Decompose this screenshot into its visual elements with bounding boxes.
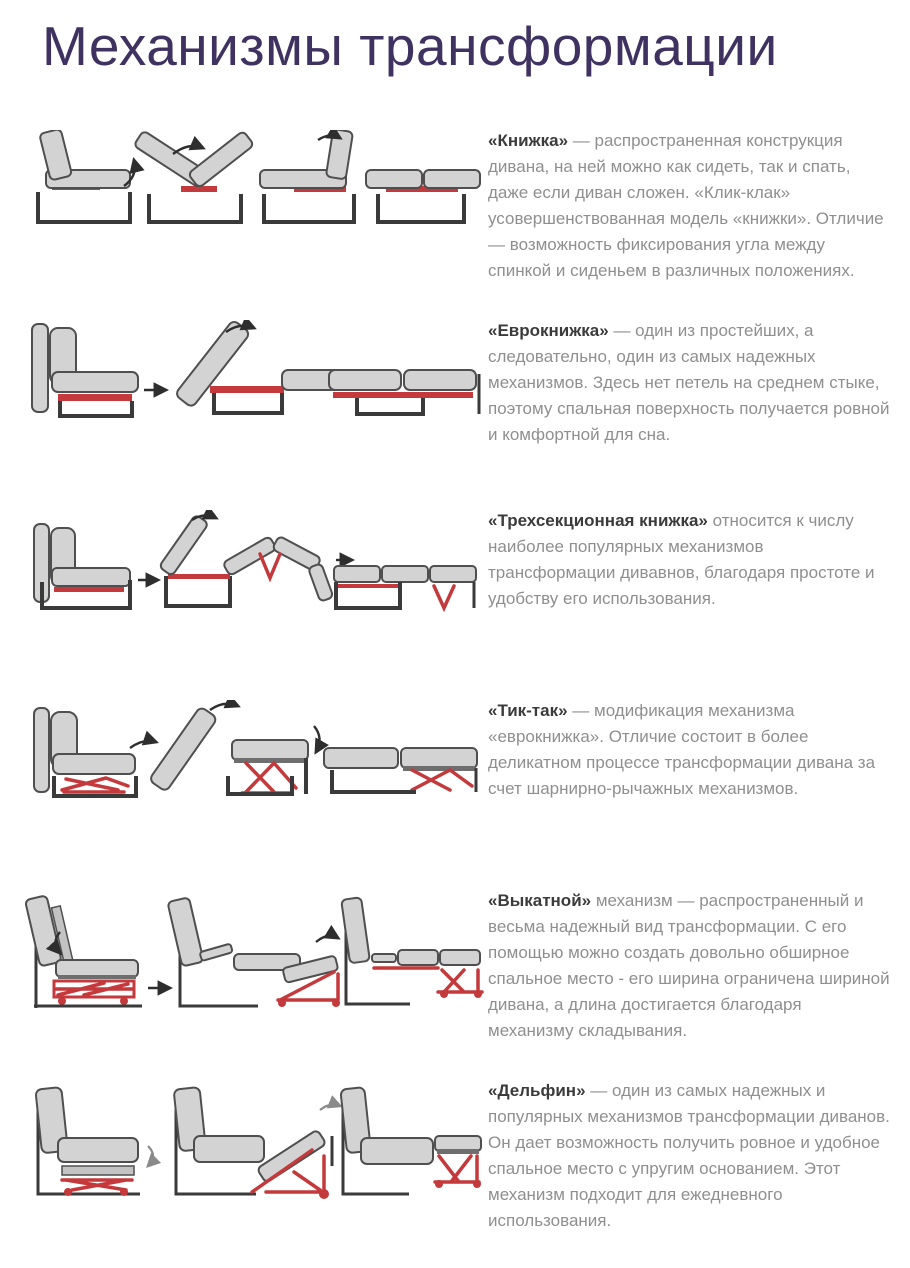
stage-sofa-assembled [25, 895, 170, 1008]
stage-bed-flat [366, 170, 480, 222]
evroknizhka-description [488, 318, 890, 448]
stage-sofa-assembled [32, 324, 166, 416]
stage-bed-extended [341, 897, 482, 1004]
vykatnoy-diagram [24, 888, 484, 1018]
mechanism-heading: «Трехсекционная книжка» [488, 510, 708, 530]
mechanism-heading: «Тик-так» [488, 700, 568, 720]
stage-backrest-folded-v [134, 130, 255, 222]
roll-out-stages-illustration [24, 890, 484, 1018]
sofa-eurobook-stages-illustration [24, 320, 484, 420]
mechanism-body: механизм — распространенный и весьма надежный вид трансформации. С его помощью можно создать довольно обширное спальное место - его ширина ограничена шириной дивана, а длина достигается благодаря механизму складывания. [488, 890, 890, 1040]
vykatnoy-description [488, 888, 890, 1044]
evroknizhka-diagram [24, 318, 484, 420]
stage-bed-flat-three-sections [334, 566, 476, 608]
stage-sofa-assembled [34, 524, 158, 608]
mechanism-section-delfin [0, 1078, 910, 1268]
mechanism-section-tiktak [0, 698, 910, 888]
stage-hidden-section-pulled-up [174, 1087, 340, 1199]
delfin-diagram [24, 1078, 484, 1210]
tick-tock-stages-illustration [24, 700, 484, 808]
stage-bed-flat [340, 1087, 481, 1194]
stage-sofa-assembled [34, 708, 156, 796]
stage-sections-unfolding-tent [159, 514, 352, 606]
stage-backrest-lowering [260, 130, 354, 222]
dolphin-stages-illustration [24, 1080, 484, 1210]
mechanism-heading: «Книжка» [488, 130, 569, 150]
mechanism-heading: «Дельфин» [488, 1080, 586, 1100]
delfin-description [488, 1078, 890, 1234]
trehsekcionnaya-diagram [24, 508, 484, 622]
stage-section-rolling-out [167, 897, 340, 1007]
page-title: Механизмы трансформации [42, 15, 778, 77]
mechanism-section-knizhka [0, 128, 910, 318]
mechanism-heading: «Еврокнижка» [488, 320, 609, 340]
trehsekcionnaya-description [488, 508, 890, 612]
mechanism-section-vykatnoy [0, 888, 910, 1078]
mechanism-body: — один из простейших, а следовательно, один из самых надежных механизмов. Здесь нет петель на среднем стыке, поэтому спальная поверхность получается ровной и комфортной для сна. [488, 320, 890, 444]
stage-sofa-upright [38, 130, 135, 222]
stage-bed-flat [324, 748, 477, 792]
sofa-book-stages-illustration [24, 130, 484, 230]
mechanism-body: относится к числу наиболее популярных механизмов трансформации дивавнов, благодаря простоте и удобству его использования. [488, 510, 875, 608]
mechanism-section-evroknizhka [0, 318, 910, 508]
infographic-page [0, 16, 910, 1237]
mechanism-body: — один из самых надежных и популярных механизмов трансформации диванов. Он дает возможность получить ровное и удобное спальное место с упругим основанием. Этот механизм подходит для ежедневного использования. [488, 1080, 890, 1230]
stage-bed-flat [329, 370, 479, 414]
mechanism-body: — распространенная конструкция дивана, на ней можно как сидеть, так и спать, даже если диван сложен. «Клик-клак» усовершенствованная модель «книжки». Отличие — возможность фиксирования угла между спинкой и сиденьем в различных положениях. [488, 130, 884, 280]
knizhka-description [488, 128, 890, 284]
stage-sofa-assembled [35, 1087, 153, 1196]
mechanism-section-trehsekcionnaya [0, 508, 910, 698]
three-section-book-stages-illustration [24, 510, 484, 622]
stage-seat-lifted-on-levers [149, 703, 320, 793]
tiktak-description [488, 698, 890, 802]
mechanism-body: — модификация механизма «еврокнижка». Отличие состоит в более деликатном процессе трансформации дивана за счет шарнирно-рычажных механизмов. [488, 700, 876, 798]
knizhka-diagram [24, 128, 484, 230]
mechanism-heading: «Выкатной» [488, 890, 592, 910]
tiktak-diagram [24, 698, 484, 808]
stage-seat-slid-backrest-lifting [175, 320, 358, 413]
